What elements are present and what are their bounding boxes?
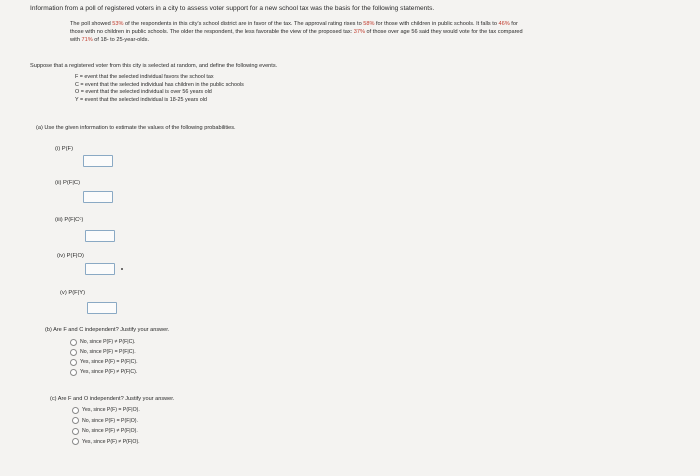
- definition-c: C = event that the selected individual has children in the public schools: [75, 81, 244, 88]
- part-c-options: [72, 405, 140, 447]
- part-c-option-4[interactable]: [72, 437, 140, 448]
- part-b-question: (b) Are F and C independent? Justify your answer.: [45, 327, 170, 333]
- part-c-option-3[interactable]: [72, 426, 140, 437]
- option-label: Yes, since P(F) ≠ P(F|C).: [80, 369, 138, 375]
- poll-paragraph: [70, 20, 690, 45]
- item-p-f-given-c-complement: (iii) P(F|Cᶜ): [55, 217, 84, 223]
- option-label: No, since P(F) ≠ P(F|C).: [80, 339, 136, 345]
- part-b-options: [70, 337, 138, 377]
- para-line3-b: of 18- to 25-year-olds.: [92, 37, 149, 44]
- intro-text: Information from a poll of registered voters in a city to assess voter support for a new school tax was the basis for the following statements.: [30, 5, 435, 12]
- event-definitions: [75, 74, 244, 104]
- option-label: No, since P(F) ≠ P(F|O).: [82, 428, 138, 435]
- cursor-dot: [121, 268, 123, 270]
- definition-y: Y = event that the selected individual is 18-25 years old: [75, 96, 207, 103]
- answer-input-p-f-given-c-complement[interactable]: [85, 230, 115, 242]
- part-b-option-3[interactable]: [70, 357, 138, 367]
- radio-icon[interactable]: [72, 407, 79, 414]
- radio-icon[interactable]: [70, 349, 77, 356]
- radio-icon[interactable]: [72, 428, 79, 435]
- answer-input-p-f[interactable]: [83, 155, 113, 167]
- option-label: Yes, since P(F) ≠ P(F|O).: [82, 438, 140, 445]
- item-p-f-given-c: (ii) P(F|C): [55, 180, 81, 186]
- radio-icon[interactable]: [72, 417, 79, 424]
- part-c-option-1[interactable]: [72, 405, 140, 416]
- item-p-f-given-o: (iv) P(F|O): [57, 253, 84, 259]
- para-line2-b: of those over age 56 said they would vote for the tax compared: [365, 29, 523, 36]
- answer-input-p-f-given-o[interactable]: [85, 263, 115, 275]
- para-line1-c: for those with children in public schools. It falls to: [374, 21, 499, 27]
- para-line2-a: those with no children in public schools. The older the respondent, the less favorable the view of the proposed tax:: [70, 29, 354, 36]
- part-c-question: (c) Are F and O independent? Justify your answer.: [50, 396, 175, 402]
- pct-58: 58%: [363, 21, 375, 27]
- para-line1-b: of the respondents in this city's school district are in favor of the tax. The approval rating rises to: [123, 21, 364, 27]
- answer-input-p-f-given-c[interactable]: [83, 191, 113, 203]
- part-b-option-1[interactable]: [70, 337, 138, 347]
- radio-icon[interactable]: [72, 438, 79, 445]
- option-label: No, since P(F) = P(F|C).: [80, 349, 136, 355]
- radio-icon[interactable]: [70, 369, 77, 376]
- item-p-f: (i) P(F): [55, 146, 74, 152]
- option-label: Yes, since P(F) = P(F|C).: [80, 359, 138, 365]
- part-b-option-2[interactable]: [70, 347, 138, 357]
- radio-icon[interactable]: [70, 339, 77, 346]
- option-label: No, since P(F) = P(F|O).: [82, 417, 138, 424]
- part-c-option-2[interactable]: [72, 416, 140, 427]
- pct-37: 37%: [353, 29, 365, 36]
- para-line3-a: with: [70, 37, 82, 44]
- definition-f: F = event that the selected individual favors the school tax: [75, 74, 214, 80]
- pct-71: 71%: [81, 37, 93, 44]
- option-label: Yes, since P(F) = P(F|O).: [82, 407, 140, 414]
- definition-o: O = event that the selected individual is over 56 years old: [75, 89, 212, 96]
- radio-icon[interactable]: [70, 359, 77, 366]
- answer-input-p-f-given-y[interactable]: [87, 302, 117, 314]
- para-line1-d: for: [509, 21, 518, 27]
- part-b-option-4[interactable]: [70, 367, 138, 377]
- pct-53: 53%: [112, 21, 124, 27]
- part-a-question: (a) Use the given information to estimate the values of the following probabilities.: [36, 125, 236, 131]
- suppose-text: Suppose that a registered voter from this city is selected at random, and define the following events.: [30, 63, 278, 69]
- pct-46: 46%: [498, 21, 510, 27]
- item-p-f-given-y: (v) P(F|Y): [60, 290, 86, 296]
- para-line1-a: The poll showed: [70, 21, 113, 27]
